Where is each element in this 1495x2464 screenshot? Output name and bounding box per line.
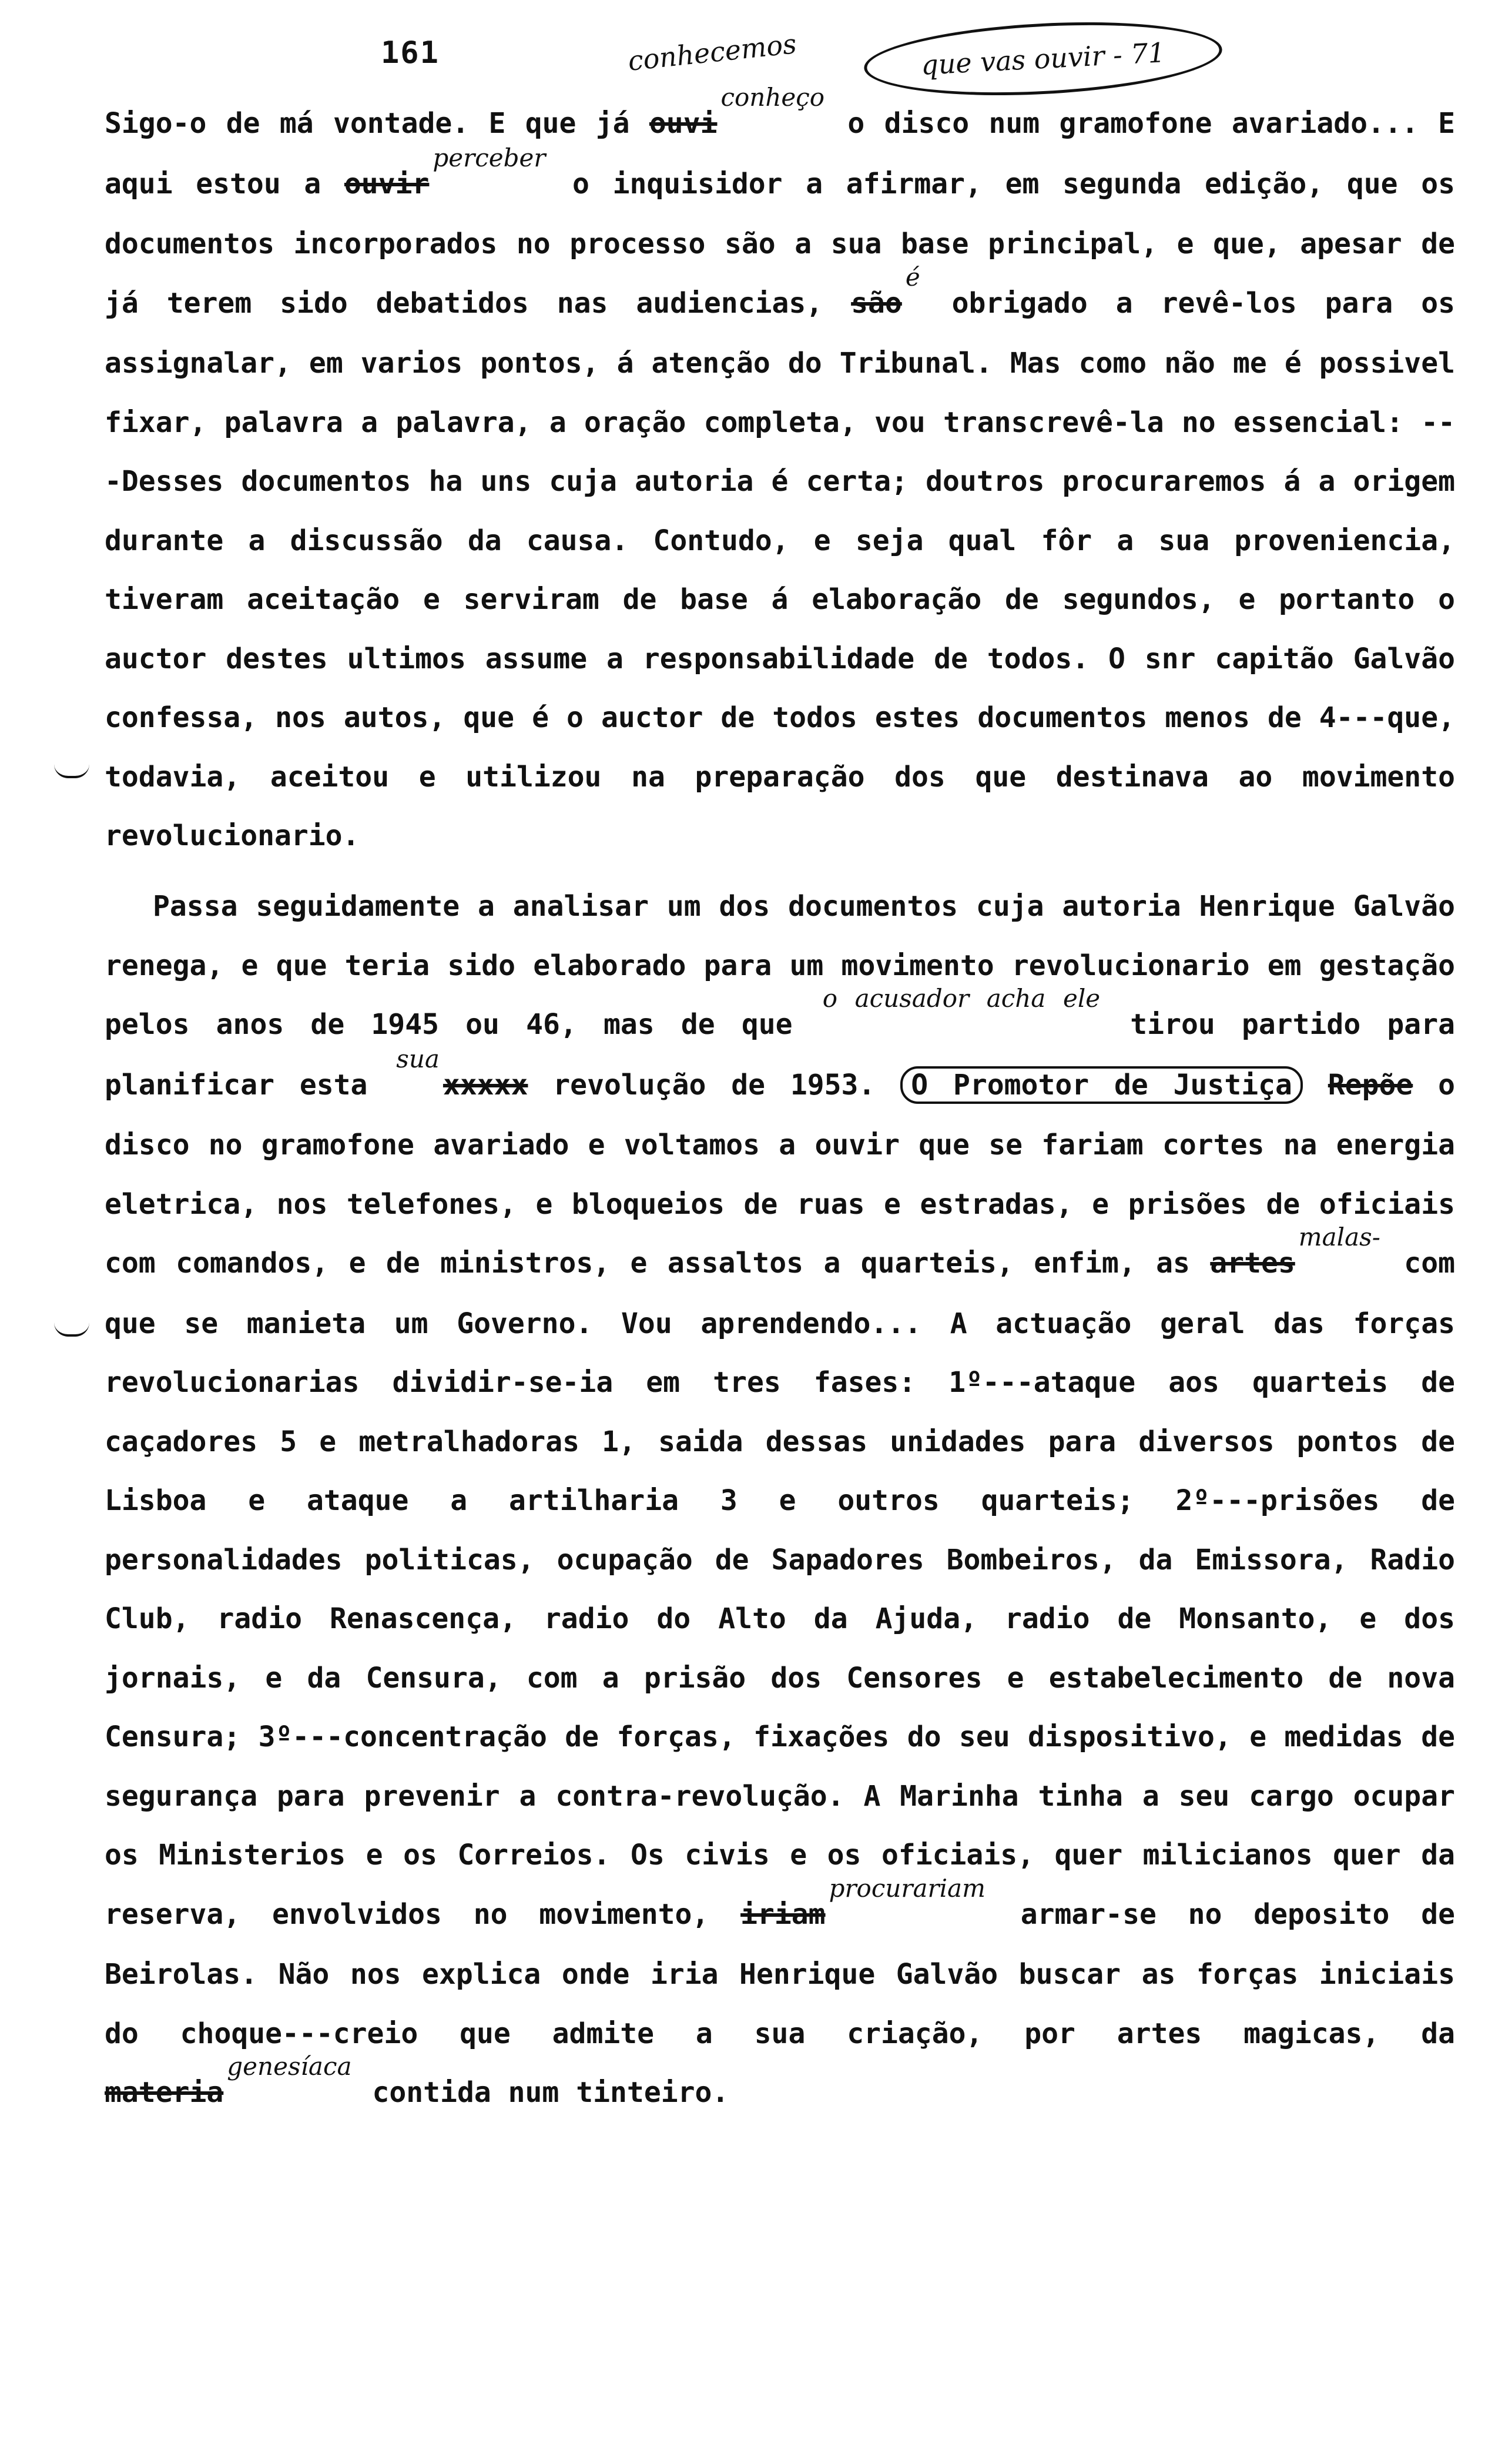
boxed-insert: O Promotor de Justiça xyxy=(900,1066,1303,1104)
handwritten-insert: malas- xyxy=(1298,1223,1380,1251)
text-segment: armar-se no deposito de Beirolas. Não nos explica onde iria Henrique Galvão buscar as forças iniciais do choque---creio que admite a sua criação, por artes magicas, da xyxy=(105,1897,1455,2050)
struck-text: artes xyxy=(1210,1247,1295,1280)
struck-text: xxxxx xyxy=(443,1068,528,1102)
handwritten-insert: procurariam xyxy=(829,1873,986,1903)
struck-text: Repõe xyxy=(1328,1068,1413,1102)
text-segment: o disco num gramofone avariado... E aqui estou a xyxy=(105,107,1456,200)
handwritten-insert: genesíaca xyxy=(227,2052,352,2081)
struck-text: ouvi xyxy=(649,107,718,140)
struck-text: iriam xyxy=(740,1897,826,1931)
margin-mark xyxy=(54,764,89,778)
text-segment: revolução de 1953. xyxy=(528,1068,901,1102)
struck-text: são xyxy=(851,286,902,320)
text-segment: o disco no gramofone avariado e voltamos a ouvir que se fariam cortes na energia eletrica, nos telefones, e bloqueios de ruas e estradas, e prisões de oficiais com comandos, e de ministros, e assaltos a quarteis, enfim, as xyxy=(105,1068,1456,1280)
page-number: 161 xyxy=(381,35,440,71)
text-segment: Passa seguidamente a analisar um dos documentos cuja autoria Henrique Galvão renega, e que teria sido elaborado para um movimento revolucionario em gestação pelos anos de 1945 ou 46, mas de que xyxy=(105,890,1455,1041)
paragraph-1 xyxy=(105,83,1456,866)
text-segment xyxy=(1303,1069,1328,1102)
handwritten-insert: perceber xyxy=(433,143,546,172)
paragraph-2 xyxy=(105,877,1455,2124)
handwritten-insert: sua xyxy=(396,1044,440,1073)
handwritten-insert-top: conhecemos xyxy=(626,28,798,77)
margin-mark xyxy=(54,1323,89,1337)
text-segment: obrigado a revê-los para os assignalar, em varios pontos, á atenção do Tribunal. Mas como não me é possivel fixar, palavra a palavra, a oração completa, vou transcrevê-la no essencial: ---Desses documentos ha uns cuja autoria é certa; doutros procuraremos á a origem durante a discussão da causa. Contudo, e seja qual fôr a sua proveniencia, tiveram aceitação e serviram de base á elaboração de segundos, e portanto o auctor destes ultimos assume a responsabilidade de todos. O snr capitão Galvão confessa, nos autos, que é o auctor de todos estes documentos menos de 4---que, todavia, aceitou e utilizou na preparação dos que destinava ao movimento revolucionario. xyxy=(105,286,1455,852)
text-segment: o inquisidor a afirmar, em segunda edição, que os documentos incorporados no processo são a sua base principal, e que, apesar de já terem sido debatidos nas audiencias, xyxy=(105,167,1455,320)
handwritten-insert: o acusador acha ele xyxy=(822,984,1101,1013)
handwritten-insert: é xyxy=(905,262,920,292)
struck-text: materia xyxy=(105,2076,224,2109)
handwritten-insert: conheço xyxy=(720,83,825,112)
handwritten-circled-note: que vas ouvir - 71 xyxy=(862,14,1224,103)
struck-text: ouvir xyxy=(344,167,430,200)
text-segment: com que se manieta um Governo. Vou aprendendo... A actuação geral das forças revolucionarias dividir-se-ia em tres fases: 1º---ataque aos quarteis de caçadores 5 e metralhadoras 1, saida dessas unidades para diversos pontos de Lisboa e ataque a artilharia 3 e outros quarteis; 2º---prisões de personalidades politicas, ocupação de Sapadores Bombeiros, da Emissora, Radio Club, radio Renascença, radio do Alto da Ajuda, radio de Monsanto, e dos jornais, e da Censura, com a prisão dos Censores e estabelecimento de nova Censura; 3º---concentração de forças, fixações do seu dispositivo, e medidas de segurança para prevenir a contra-revolução. A Marinha tinha a seu cargo ocupar os Ministerios e os Correios. Os civis e os oficiais, quer milicianos quer da reserva, envolvidos no movimento, xyxy=(105,1247,1456,1931)
text-segment: Sigo-o de má vontade. E que já xyxy=(105,107,649,140)
text-segment: tirou partido para planificar esta xyxy=(105,1008,1455,1102)
text-segment: contida num tinteiro. xyxy=(355,2076,729,2109)
